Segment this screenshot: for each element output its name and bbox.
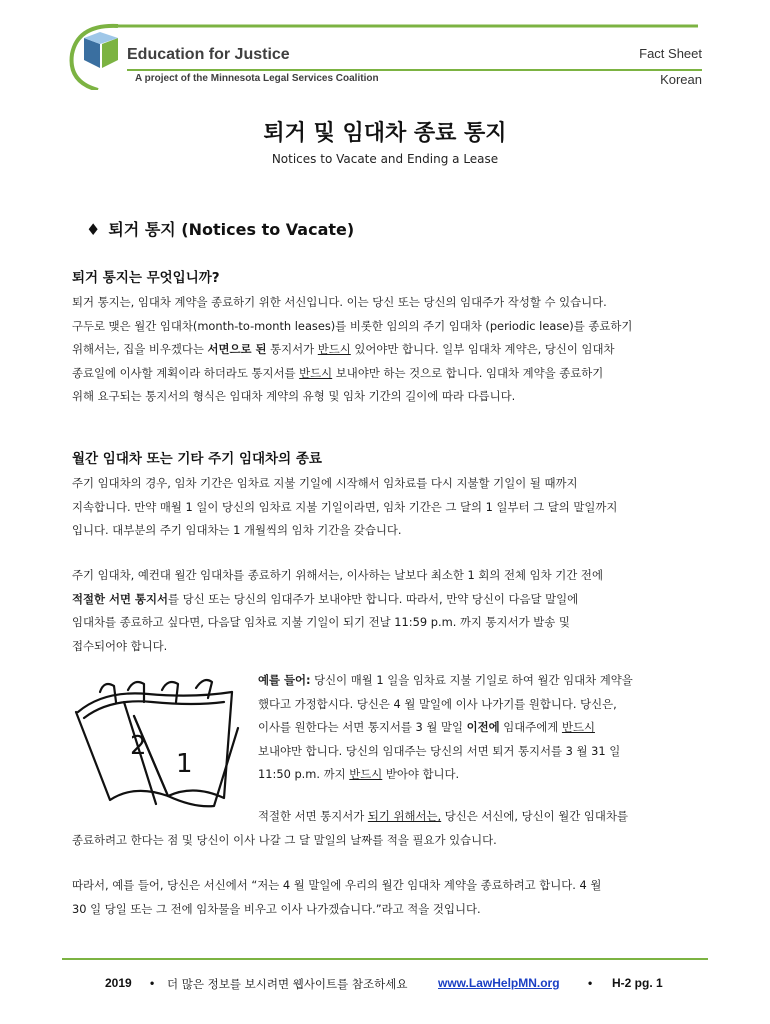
text-line: 적절한 서면 통지서를 당신 또는 당신의 임대주가 보내야만 합니다. 따라서, 만약 당신이 다음달 말일에 [72,591,579,606]
text-line: 보내야만 합니다. 당신의 임대주는 당신의 서면 퇴거 통지서를 3 월 31 일 [258,743,621,758]
text-line: 임대차를 종료하고 싶다면, 다음달 임차료 지불 기일이 되기 전날 11:59 p.m. 까지 통지서가 발송 및 [72,615,570,629]
text-line: 11:50 p.m. 까지 반드시 받아야 합니다. [258,767,460,781]
section-heading-notices [86,217,354,240]
footer-page-number: H-2 pg. 1 [612,976,663,990]
page-subtitle: Notices to Vacate and Ending a Lease [271,152,499,166]
text-line: 종료일에 이사할 계획이라 하더라도 통지서를 반드시 보내야만 하는 것으로 합니다. 임대차 계약을 종료하기 [72,365,604,380]
text-line: 구두로 맺은 월간 임대차(month-to-month leases)를 비롯한 임의의 주기 임대차 (periodic lease)를 종료하기 [72,318,633,333]
text-line: 예를 들어: 당신이 매월 1 일을 임차료 지불 기일로 하여 월간 임대차 계약을 [258,673,633,687]
footer-year: 2019 [105,976,132,990]
text-line: 이사를 원한다는 서면 통지서를 3 월 말일 이전에 임대주에게 반드시 [258,720,595,734]
text-line: 위해서는, 집을 비우겠다는 서면으로 된 통지서가 반드시 있어야만 합니다. 일부 임대차 계약은, 당신이 임대차 [72,342,615,356]
text-line: 적절한 서면 통지서가 되기 위해서는, 당신은 서신에, 당신이 월간 임대차를 [258,809,628,823]
paragraph-what-is [72,291,697,409]
footer-rule [62,958,708,960]
question-heading-what-is: 퇴거 통지는 무엇입니까? [72,270,220,286]
text-line: 입니다. 대부분의 주기 임대차는 1 개월씩의 임차 기간을 갖습니다. [72,523,402,537]
diamond-bullet-icon: ♦ [86,220,101,239]
logo-title: Education for Justice [127,46,290,63]
paragraph-sample-letter [72,874,697,921]
paragraph-periodic-2 [72,564,697,658]
section-heading-text: 퇴거 통지 (Notices to Vacate) [108,220,355,239]
logo-subtitle: A project of the Minnesota Legal Services Coalition [135,73,379,84]
calendar-number-1: 1 [176,749,193,779]
open-book-icon [80,30,122,70]
text-line: 주기 임대차, 예컨대 월간 임대차를 종료하기 위해서는, 이사하는 날보다 최소한 1 회의 전체 임차 기간 전에 [72,568,603,582]
doc-type-label: Fact Sheet [639,46,702,61]
text-line: 접수되어야 합니다. [72,638,168,653]
page-header [0,0,770,100]
footer-bullet-icon: • [150,976,155,990]
text-line: 지속합니다. 만약 매월 1 일이 당신의 임차료 지불 기일이라면, 임차 기간은 그 달의 1 일부터 그 달의 말일까지 [72,499,618,514]
footer-bullet-icon: • [588,976,593,990]
calendar-number-2: 2 [130,731,147,761]
paragraph-periodic-1 [72,472,697,543]
paragraph-example [258,669,698,787]
text-line: 퇴거 통지는, 임대차 계약을 종료하기 위한 서신입니다. 이는 당신 또는 당신의 임대주가 작성할 수 있습니다. [72,295,607,309]
logo-rule [127,69,702,71]
text-line: 주기 임대차의 경우, 임차 기간은 임차료 지불 기일에 시작해서 임차료를 다시 지불할 기일이 될 때까지 [72,476,578,490]
footer-note: 더 많은 정보를 보시려면 웹사이트를 참조하세요 [167,977,408,991]
page-title: 퇴거 및 임대차 종료 통지 [263,121,507,146]
text-line: 위해 요구되는 통지서의 형식은 임대차 계약의 유형 및 임차 기간의 길이에 따라 다릅니다. [72,389,516,403]
footer-website-link[interactable]: www.LawHelpMN.org [438,976,560,990]
paragraph-proper-notice-line2 [72,829,697,853]
question-heading-periodic: 월간 임대차 또는 기타 주기 임대차의 종료 [72,451,322,467]
text-line: 따라서, 예를 들어, 당신은 서신에서 “저는 4 월 말일에 우리의 월간 임대차 계약을 종료하려고 합니다. 4 월 [72,878,602,892]
text-line: 종료하려고 한다는 점 및 당신이 이사 나갈 그 달 말일의 날짜를 적을 필요가 있습니다. [72,833,497,847]
text-line: 했다고 가정합시다. 당신은 4 월 말일에 이사 나가기를 원합니다. 당신은, [258,696,617,711]
text-line: 30 일 당일 또는 그 전에 임차물을 비우고 이사 나가겠습니다.”라고 적을 것입니다. [72,901,481,916]
paragraph-proper-notice-line1 [258,805,698,829]
calendar-icon [64,672,254,812]
language-label: Korean [660,72,702,87]
